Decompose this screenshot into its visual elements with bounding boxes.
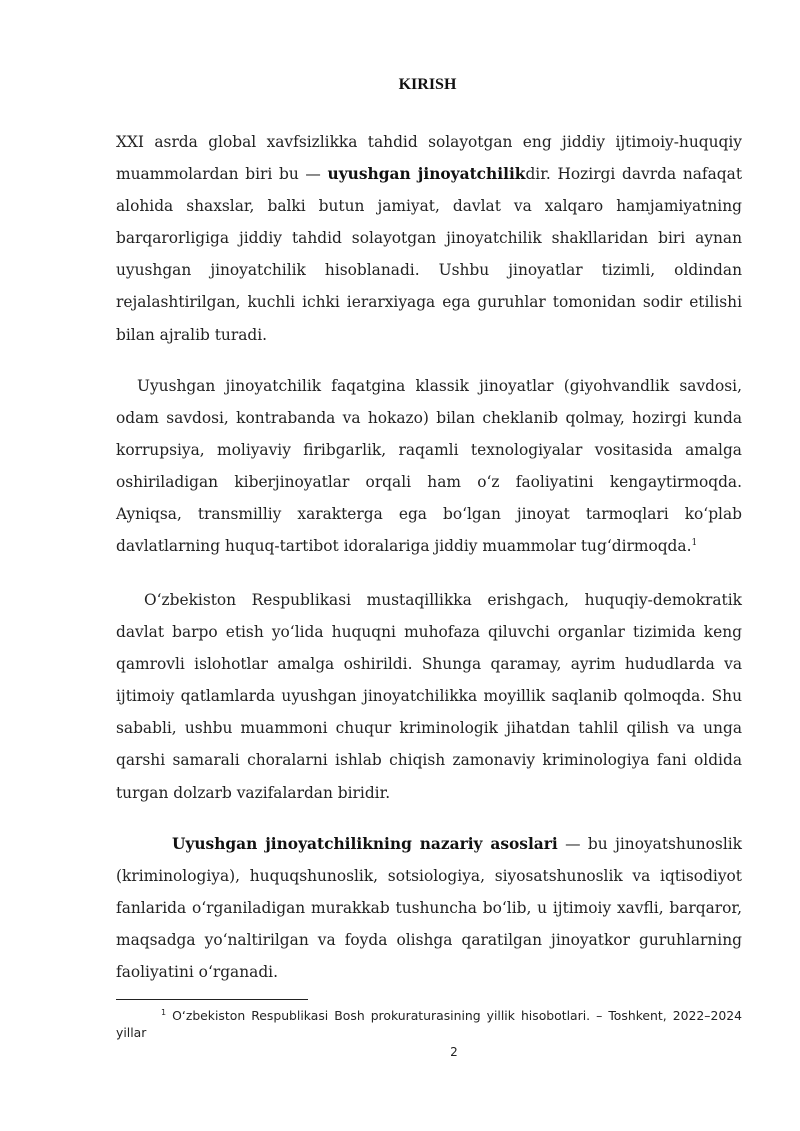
paragraph-text: XXI asrda global xavfsizlikka tahdid solayotgan eng jiddiy ijtimoiy-huquqiy muammolardan biri bu — (116, 133, 742, 184)
paragraph-uzbekistan (116, 584, 742, 809)
paragraph-text: O‘zbekiston Respublikasi mustaqillikka erishgach, huquqiy-demokratik davlat barpo etish yo‘lida huquqni muhofaza qiluvchi organlar tizimida keng qamrovli islohotlar amalga oshirildi. Shunga qaramay, ayrim hududlarda va ijtimoiy qatlamlarda uyushgan jinoyatchilikka moyillik saqlanib qolmoqda. Shu sababli, ushbu muammoni chuqur kriminologik jihatdan tahlil qilish va unga qarshi samarali choralarni ishlab chiqish zamonaviy kriminologiya fani oldida turgan dolzarb vazifalardan biridir. (116, 591, 742, 802)
footnote-number: 1 (161, 1007, 167, 1017)
paragraph-scope (116, 370, 742, 563)
page-title: KIRISH (398, 76, 457, 93)
paragraph-text: dir. Hozirgi davrda nafaqat alohida shaxslar, balki butun jamiyat, davlat va xalqaro hamjamiyatning barqarorligiga jiddiy tahdid solayotgan jinoyatchilik shakllaridan biri aynan uyushgan jinoyatchilik hisoblanadi. Ushbu jinoyatlar tizimli, oldindan rejalashtirilgan, kuchli ichki ierarxiyaga ega guruhlar tomonidan sodir etilishi bilan ajralib turadi. (116, 165, 743, 344)
paragraph-theory (116, 828, 742, 988)
paragraph-text: Uyushgan jinoyatchilik faqatgina klassik jinoyatlar (giyohvandlik savdosi, odam savdosi, kontrabanda va hokazo) bilan cheklanib qolmay, hozirgi kunda korrupsiya, moliyaviy firibgarlik, raqamli texnologiyalar vositasida amalga oshiriladigan kiberjinoyatlar orqali ham o‘z faoliyatini kengaytirmoqda. Ayniqsa, transmilliy xarakterga ega bo‘lgan jinoyat tarmoqlari ko‘plab davlatlarning huquq-tartibot idoralariga jiddiy muammolar tug‘dirmoqda. (116, 377, 742, 556)
emphasis-term: Uyushgan jinoyatchilikning nazariy asoslari (172, 835, 558, 853)
footnote-separator (116, 999, 308, 1000)
footnote-reference[interactable]: 1 (691, 538, 698, 549)
page-number: 2 (450, 1045, 458, 1059)
paragraph-intro (116, 126, 742, 351)
footnote (116, 1007, 742, 1041)
emphasis-term: uyushgan jinoyatchilik (327, 165, 526, 184)
paragraph-text: — bu jinoyatshunoslik (kriminologiya), huquqshunoslik, sotsiologiya, siyosatshunoslik va iqtisodiyot fanlarida o‘rganiladigan murakkab tushuncha bo‘lib, u ijtimoiy xavfli, barqaror, maqsadga yo‘naltirilgan va foyda olishga qaratilgan jinoyatkor guruhlarning faoliyatini o‘rganadi. (116, 835, 742, 982)
footnote-text: O‘zbekiston Respublikasi Bosh prokuraturasining yillik hisobotlari. – Toshkent, 2022–2024 yillar (116, 1008, 742, 1040)
